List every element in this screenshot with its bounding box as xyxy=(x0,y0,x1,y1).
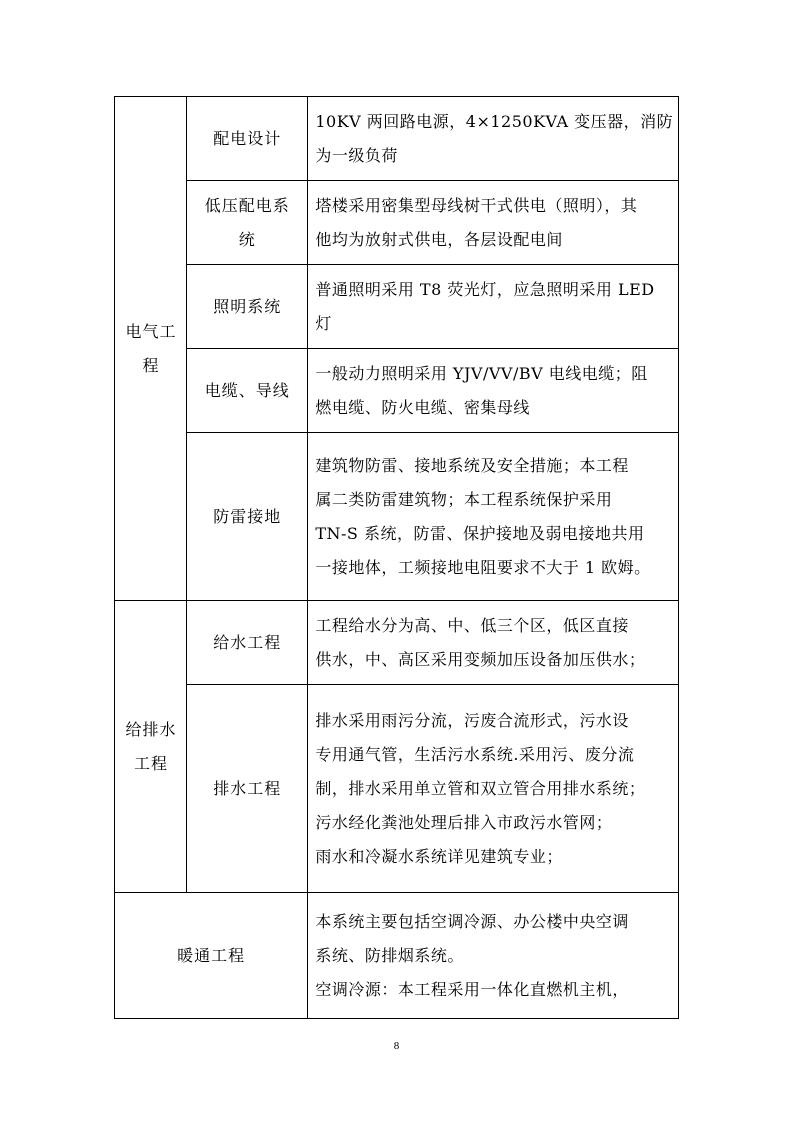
subcategory-lightning-grounding: 防雷接地 xyxy=(187,433,308,601)
table-row-drainage xyxy=(115,685,679,893)
category-hvac xyxy=(115,893,308,1019)
subcategory-lighting: 照明系统 xyxy=(187,265,308,349)
table-row-low-voltage xyxy=(115,181,679,265)
description-hvac: 本系统主要包括空调冷源、办公楼中央空调 系统、防排烟系统。 空调冷源：本工程采用一体化直燃机主机， xyxy=(308,893,679,1019)
table-row-power-design xyxy=(115,97,679,181)
subcategory-power-design: 配电设计 xyxy=(187,97,308,181)
description-drainage: 排水采用雨污分流，污废合流形式，污水设 专用通气管，生活污水系统.采用污、废分流 制，排水采用单立管和双立管合用排水系统； 污水经化粪池处理后排入市政污水管网； 雨水和冷凝水系统详见建筑专业； xyxy=(308,685,679,893)
subcategory-low-voltage: 低压配电系统 xyxy=(187,181,308,265)
description-power-design: 10KV 两回路电源，4×1250KVA 变压器，消防 为一级负荷 xyxy=(308,97,679,181)
category-plumbing xyxy=(115,601,187,893)
description-low-voltage: 塔楼采用密集型母线树干式供电（照明），其 他均为放射式供电，各层设配电间 xyxy=(308,181,679,265)
description-lighting: 普通照明采用 T8 荧光灯，应急照明采用 LED 灯 xyxy=(308,265,679,349)
table-row-cables xyxy=(115,349,679,433)
table-row-lightning-grounding xyxy=(115,433,679,601)
category-label: 暖通工程 xyxy=(177,945,246,965)
table-row-water-supply xyxy=(115,601,679,685)
page-number: 8 xyxy=(393,1040,400,1052)
category-label: 给排水工程 xyxy=(125,719,177,773)
description-cables: 一般动力照明采用 YJV/VV/BV 电线电缆；阻 燃电缆、防火电缆、密集母线 xyxy=(308,349,679,433)
description-lightning-grounding: 建筑物防雷、接地系统及安全措施；本工程 属二类防雷建筑物；本工程系统保护采用 TN-S 系统，防雷、保护接地及弱电接地共用 一接地体，工频接地电阻要求不大于 1 欧姆。 xyxy=(308,433,679,601)
category-electrical xyxy=(115,97,187,601)
subcategory-water-supply: 给水工程 xyxy=(187,601,308,685)
subcategory-cables: 电缆、导线 xyxy=(187,349,308,433)
category-label: 电气工程 xyxy=(125,321,177,375)
description-water-supply: 工程给水分为高、中、低三个区，低区直接 供水，中、高区采用变频加压设备加压供水； xyxy=(308,601,679,685)
table-row-lighting xyxy=(115,265,679,349)
subcategory-drainage: 排水工程 xyxy=(187,685,308,893)
spec-table xyxy=(114,96,679,1019)
table-row-hvac xyxy=(115,893,679,1019)
